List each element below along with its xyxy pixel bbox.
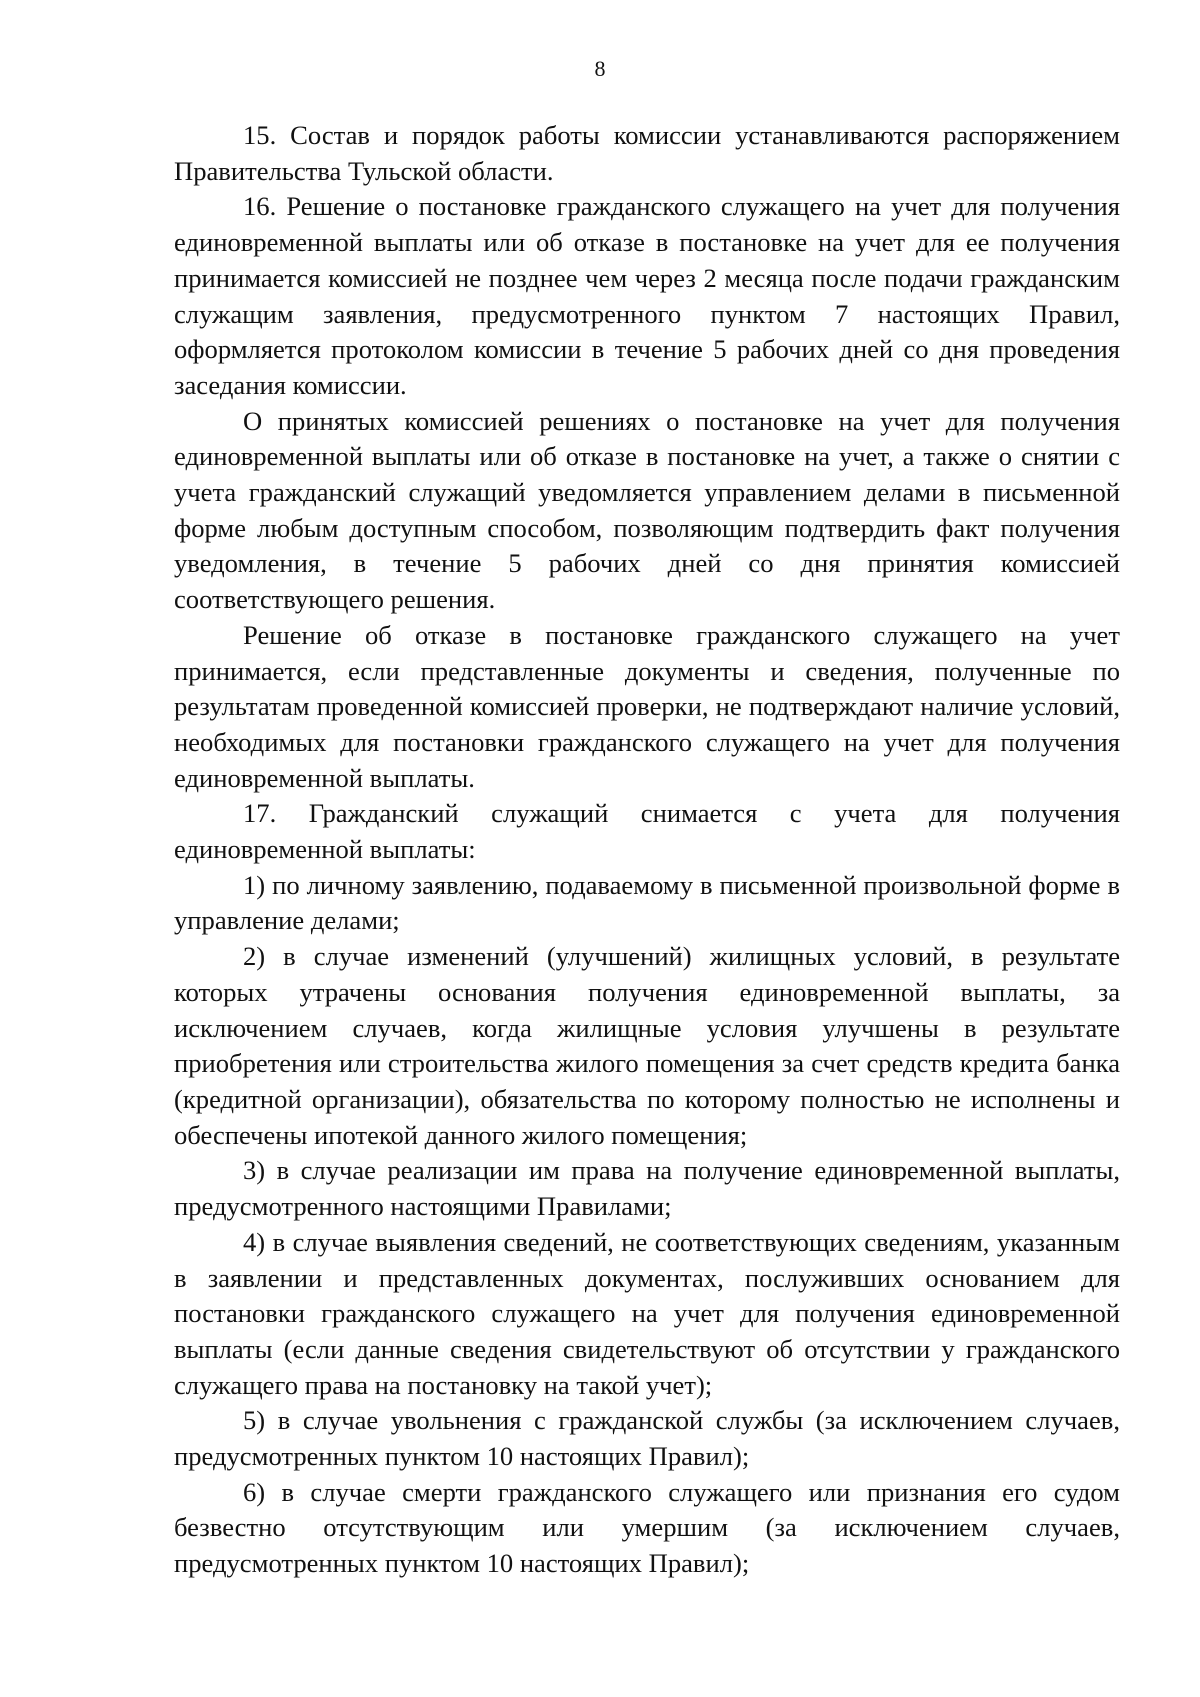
list-item-1: 1) по личному заявлению, подаваемому в письменной произвольной форме в управление делами; <box>174 869 1120 936</box>
list-item-4: 4) в случае выявления сведений, не соответствующих сведениям, указанным в заявлении и представленных документах, послуживших основанием для постановки гражданского служащего на учет для получения единовременной выплаты (если данные сведения свидетельствуют об отсутствии у гражданского служащего права на постановку на такой учет); <box>174 1226 1120 1400</box>
list-item-6: 6) в случае смерти гражданского служащего или признания его судом безвестно отсутствующим или умершим (за исключением случаев, предусмотренных пунктом 10 настоящих Правил); <box>174 1476 1120 1579</box>
list-item-2: 2) в случае изменений (улучшений) жилищных условий, в результате которых утрачены основания получения единовременной выплаты, за исключением случаев, когда жилищные условия улучшены в результате приобретения или строительства жилого помещения за счет средств кредита банка (кредитной организации), обязательства по которому полностью не исполнены и обеспечены ипотекой данного жилого помещения; <box>174 941 1120 1150</box>
paragraph-17: 17. Гражданский служащий снимается с учета для получения единовременной выплаты: <box>174 798 1120 865</box>
document-body <box>174 118 1120 1582</box>
paragraph-16-refusal: Решение об отказе в постановке гражданского служащего на учет принимается, если представленные документы и сведения, полученные по результатам проведенной комиссией проверки, не подтверждают наличие условий, необходимых для постановки гражданского служащего на учет для получения единовременной выплаты. <box>174 619 1120 793</box>
page-number: 8 <box>594 56 606 81</box>
list-item-5: 5) в случае увольнения с гражданской службы (за исключением случаев, предусмотренных пунктом 10 настоящих Правил); <box>174 1405 1120 1472</box>
list-item-3: 3) в случае реализации им права на получение единовременной выплаты, предусмотренного настоящими Правилами; <box>174 1155 1120 1222</box>
paragraph-16-notification: О принятых комиссией решениях о постановке на учет для получения единовременной выплаты или об отказе в постановке на учет, а также о снятии с учета гражданский служащий уведомляется управлением делами в письменной форме любым доступным способом, позволяющим подтвердить факт получения уведомления, в течение 5 рабочих дней со дня принятия комиссией соответствующего решения. <box>174 405 1120 615</box>
paragraph-15: 15. Состав и порядок работы комиссии устанавливаются распоряжением Правительства Тульской области. <box>174 120 1120 186</box>
paragraph-16: 16. Решение о постановке гражданского служащего на учет для получения единовременной выплаты или об отказе в постановке на учет для ее получения принимается комиссией не позднее чем через 2 месяца после подачи гражданским служащим заявления, предусмотренного пунктом 7 настоящих Правил, оформляется протоколом комиссии в течение 5 рабочих дней со дня проведения заседания комиссии. <box>174 191 1120 400</box>
